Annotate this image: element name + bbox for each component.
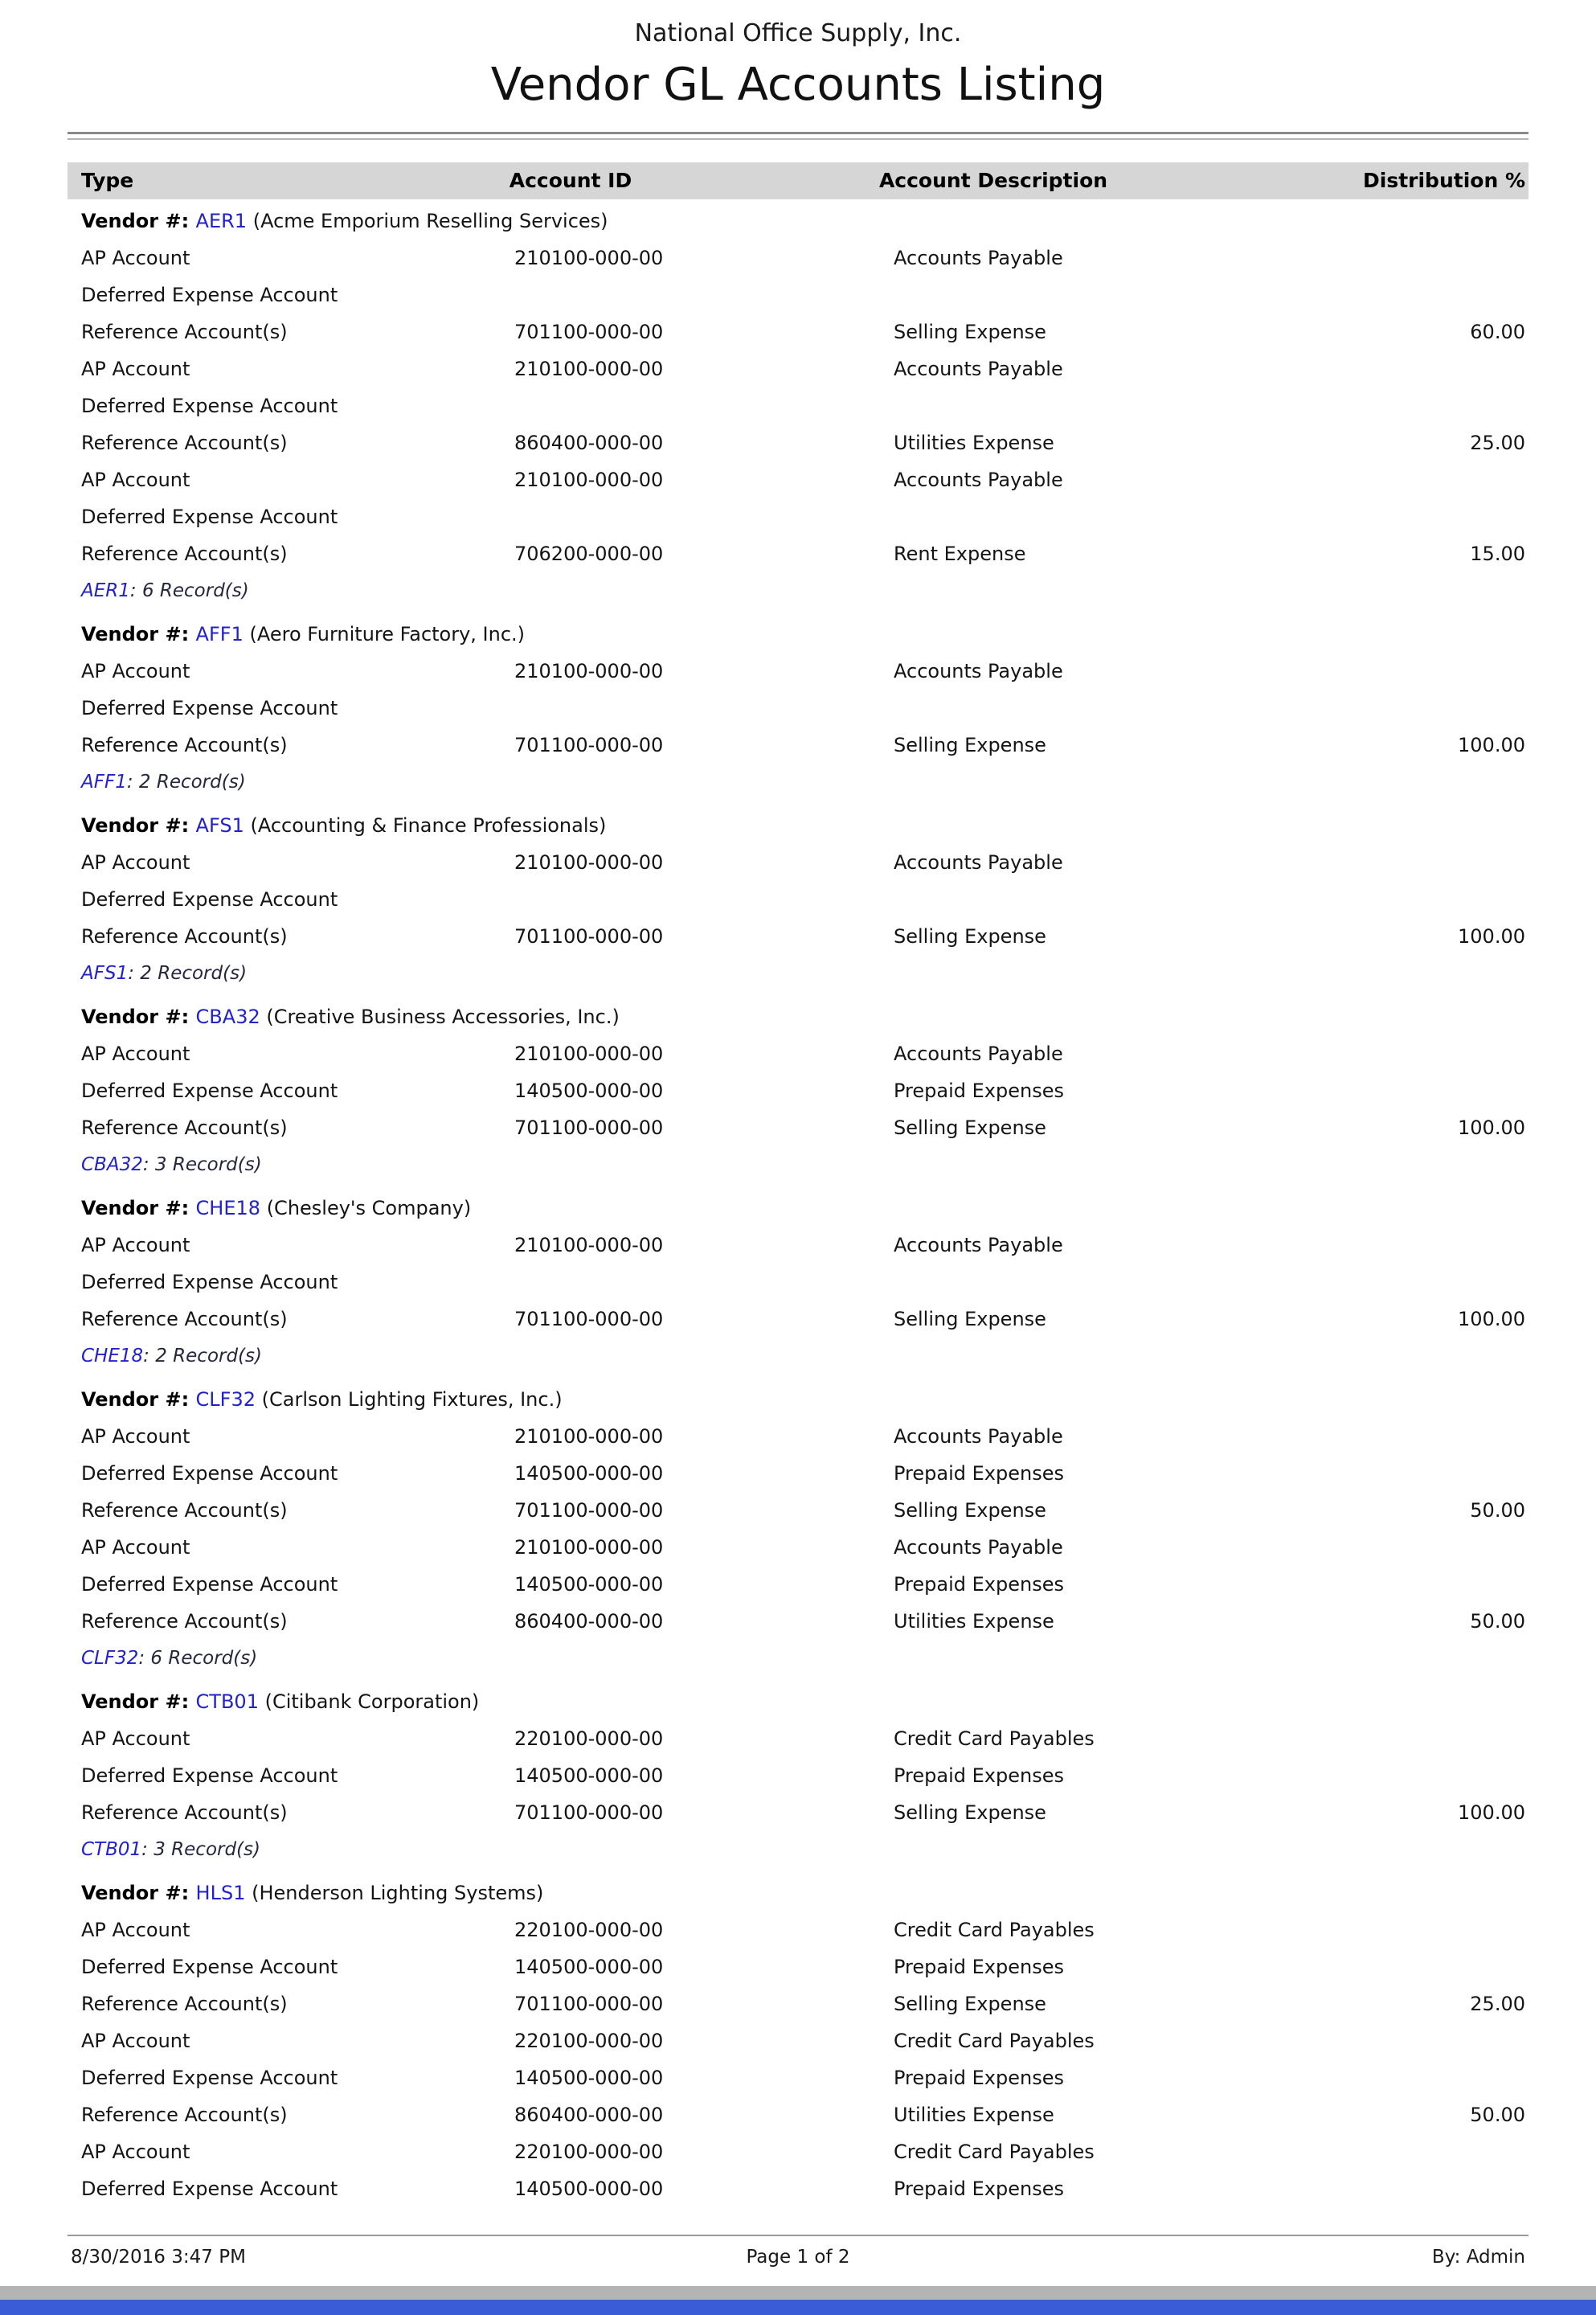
cell-account-id: 210100-000-00 bbox=[514, 1536, 664, 1559]
vendor-label: Vendor #: bbox=[81, 1006, 196, 1028]
cell-account-description: Credit Card Payables bbox=[894, 2141, 1095, 2163]
vendor-summary-row bbox=[68, 1338, 1528, 1375]
table-row bbox=[68, 424, 1528, 461]
cell-distribution-percent: 25.00 bbox=[1470, 1993, 1525, 2015]
cell-type: Deferred Expense Account bbox=[81, 1080, 338, 1102]
cell-account-id: 220100-000-00 bbox=[514, 1727, 664, 1750]
column-header-type: Type bbox=[81, 169, 134, 192]
vendor-code-link[interactable]: AFS1 bbox=[195, 814, 244, 837]
vendor-code-link[interactable]: CLF32 bbox=[195, 1388, 256, 1411]
cell-account-id: 860400-000-00 bbox=[514, 2104, 664, 2126]
cell-account-id: 210100-000-00 bbox=[514, 1425, 664, 1448]
table-row bbox=[68, 1720, 1528, 1757]
cell-type: AP Account bbox=[81, 851, 190, 874]
table-row bbox=[68, 2170, 1528, 2207]
vendor-heading-row bbox=[68, 1190, 1528, 1227]
summary-vendor-code: CLF32 bbox=[81, 1648, 139, 1669]
table-row bbox=[68, 1072, 1528, 1109]
table-row bbox=[68, 277, 1528, 313]
table-row bbox=[68, 1529, 1528, 1566]
cell-type: Deferred Expense Account bbox=[81, 395, 338, 417]
cell-account-id: 140500-000-00 bbox=[514, 2067, 664, 2089]
cell-account-id: 220100-000-00 bbox=[514, 2030, 664, 2052]
cell-type: AP Account bbox=[81, 1727, 190, 1750]
cell-type: AP Account bbox=[81, 1536, 190, 1559]
summary-record-count: : 3 Record(s) bbox=[142, 1154, 262, 1175]
cell-account-id: 140500-000-00 bbox=[514, 1573, 664, 1596]
cell-account-id: 860400-000-00 bbox=[514, 1610, 664, 1633]
cell-account-description: Utilities Expense bbox=[894, 432, 1054, 454]
table-row bbox=[68, 1794, 1528, 1831]
cell-account-description: Accounts Payable bbox=[894, 1043, 1063, 1065]
table-row bbox=[68, 240, 1528, 277]
vendor-label: Vendor #: bbox=[81, 1197, 196, 1219]
cell-account-id: 140500-000-00 bbox=[514, 1080, 664, 1102]
cell-account-id: 860400-000-00 bbox=[514, 432, 664, 454]
vendor-heading-row bbox=[68, 203, 1528, 240]
cell-account-description: Credit Card Payables bbox=[894, 1727, 1095, 1750]
cell-account-id: 210100-000-00 bbox=[514, 469, 664, 491]
cell-account-description: Prepaid Expenses bbox=[894, 1462, 1064, 1485]
cell-type: AP Account bbox=[81, 469, 190, 491]
cell-distribution-percent: 100.00 bbox=[1458, 1308, 1525, 1330]
vendor-name: (Accounting & Finance Professionals) bbox=[243, 814, 607, 837]
vendor-heading bbox=[81, 1190, 471, 1227]
cell-account-id: 210100-000-00 bbox=[514, 660, 664, 682]
cell-distribution-percent: 50.00 bbox=[1470, 1610, 1525, 1633]
summary-record-count: : 2 Record(s) bbox=[128, 963, 248, 984]
summary-record-count: : 6 Record(s) bbox=[129, 580, 249, 601]
summary-vendor-code: CBA32 bbox=[81, 1154, 143, 1175]
vendor-code-link[interactable]: HLS1 bbox=[195, 1882, 246, 1904]
cell-account-description: Prepaid Expenses bbox=[894, 1080, 1064, 1102]
cell-account-description: Accounts Payable bbox=[894, 1234, 1063, 1256]
cell-account-id: 701100-000-00 bbox=[514, 1499, 664, 1522]
vendor-heading bbox=[81, 616, 525, 653]
vendor-summary bbox=[81, 764, 246, 801]
vendor-name: (Carlson Lighting Fixtures, Inc.) bbox=[256, 1388, 563, 1411]
vendor-code-link[interactable]: AFF1 bbox=[195, 623, 243, 645]
table-row bbox=[68, 461, 1528, 498]
cell-type: Deferred Expense Account bbox=[81, 888, 338, 911]
cell-type: Reference Account(s) bbox=[81, 1308, 288, 1330]
vendor-summary-row bbox=[68, 1640, 1528, 1677]
cell-account-id: 701100-000-00 bbox=[514, 1801, 664, 1824]
vendor-heading-row bbox=[68, 807, 1528, 844]
table-row bbox=[68, 2022, 1528, 2059]
cell-type: Reference Account(s) bbox=[81, 1499, 288, 1522]
cell-type: Reference Account(s) bbox=[81, 543, 288, 565]
table-row bbox=[68, 1264, 1528, 1301]
cell-account-description: Prepaid Expenses bbox=[894, 2067, 1064, 2089]
vendor-label: Vendor #: bbox=[81, 623, 196, 645]
cell-account-id: 706200-000-00 bbox=[514, 543, 664, 565]
divider-line-thick bbox=[68, 132, 1528, 134]
column-header-account-id: Account ID bbox=[509, 169, 632, 192]
vendor-heading bbox=[81, 807, 606, 844]
cell-account-description: Selling Expense bbox=[894, 925, 1046, 948]
vendor-label: Vendor #: bbox=[81, 1690, 196, 1713]
table-row bbox=[68, 1455, 1528, 1492]
cell-type: AP Account bbox=[81, 247, 190, 269]
cell-type: Reference Account(s) bbox=[81, 734, 288, 756]
cell-type: AP Account bbox=[81, 1919, 190, 1941]
cell-type: Deferred Expense Account bbox=[81, 697, 338, 719]
table-row bbox=[68, 1109, 1528, 1146]
vendor-name: (Aero Furniture Factory, Inc.) bbox=[243, 623, 526, 645]
vendor-label: Vendor #: bbox=[81, 814, 196, 837]
cell-type: Deferred Expense Account bbox=[81, 1956, 338, 1978]
cell-account-id: 210100-000-00 bbox=[514, 851, 664, 874]
vendor-summary-row bbox=[68, 764, 1528, 801]
vendor-heading bbox=[81, 1683, 479, 1720]
table-row bbox=[68, 1035, 1528, 1072]
table-row bbox=[68, 387, 1528, 424]
cell-account-id: 140500-000-00 bbox=[514, 2178, 664, 2200]
cell-distribution-percent: 25.00 bbox=[1470, 432, 1525, 454]
cell-account-description: Prepaid Expenses bbox=[894, 2178, 1064, 2200]
cell-account-description: Utilities Expense bbox=[894, 1610, 1054, 1633]
cell-account-description: Accounts Payable bbox=[894, 1425, 1063, 1448]
cell-account-description: Utilities Expense bbox=[894, 2104, 1054, 2126]
cell-account-id: 701100-000-00 bbox=[514, 321, 664, 343]
cell-account-description: Selling Expense bbox=[894, 1801, 1046, 1824]
cell-account-id: 220100-000-00 bbox=[514, 1919, 664, 1941]
vendor-heading bbox=[81, 1875, 543, 1911]
cell-account-description: Accounts Payable bbox=[894, 358, 1063, 380]
cell-account-description: Credit Card Payables bbox=[894, 1919, 1095, 1941]
summary-record-count: : 6 Record(s) bbox=[138, 1648, 258, 1669]
footer-page-number: Page 1 of 2 bbox=[746, 2247, 850, 2268]
vendor-heading-row bbox=[68, 1381, 1528, 1418]
summary-vendor-code: CTB01 bbox=[81, 1839, 142, 1860]
vendor-heading bbox=[81, 1381, 563, 1418]
cell-type: Deferred Expense Account bbox=[81, 2067, 338, 2089]
cell-type: AP Account bbox=[81, 2030, 190, 2052]
vendor-name: (Henderson Lighting Systems) bbox=[245, 1882, 544, 1904]
cell-account-description: Prepaid Expenses bbox=[894, 1764, 1064, 1787]
table-row bbox=[68, 2059, 1528, 2096]
cell-account-id: 210100-000-00 bbox=[514, 1234, 664, 1256]
footer-divider bbox=[68, 2235, 1528, 2236]
cell-type: Deferred Expense Account bbox=[81, 2178, 338, 2200]
table-row bbox=[68, 350, 1528, 387]
cell-account-id: 701100-000-00 bbox=[514, 1308, 664, 1330]
summary-vendor-code: CHE18 bbox=[81, 1346, 144, 1366]
divider-line-thin bbox=[68, 138, 1528, 140]
vendor-summary-row bbox=[68, 1831, 1528, 1868]
cell-type: Deferred Expense Account bbox=[81, 1462, 338, 1485]
column-header-distribution: Distribution % bbox=[1363, 169, 1525, 192]
cell-account-description: Selling Expense bbox=[894, 1499, 1046, 1522]
cell-distribution-percent: 100.00 bbox=[1458, 925, 1525, 948]
cell-account-id: 140500-000-00 bbox=[514, 1764, 664, 1787]
cell-account-id: 140500-000-00 bbox=[514, 1462, 664, 1485]
cell-type: Reference Account(s) bbox=[81, 1610, 288, 1633]
vendor-name: (Citibank Corporation) bbox=[258, 1690, 480, 1713]
table-row bbox=[68, 881, 1528, 918]
table-row bbox=[68, 653, 1528, 690]
cell-account-description: Credit Card Payables bbox=[894, 2030, 1095, 2052]
cell-account-description: Accounts Payable bbox=[894, 1536, 1063, 1559]
vendor-code-link[interactable]: CBA32 bbox=[195, 1006, 260, 1028]
cell-distribution-percent: 50.00 bbox=[1470, 1499, 1525, 1522]
report-footer bbox=[68, 2235, 1528, 2270]
vendor-label: Vendor #: bbox=[81, 210, 196, 232]
vendor-heading bbox=[81, 998, 620, 1035]
footer-timestamp: 8/30/2016 3:47 PM bbox=[71, 2247, 246, 2268]
bottom-gray-strip bbox=[0, 2286, 1596, 2300]
summary-vendor-code: AFF1 bbox=[81, 772, 127, 793]
cell-account-id: 210100-000-00 bbox=[514, 358, 664, 380]
table-row bbox=[68, 2096, 1528, 2133]
cell-type: Deferred Expense Account bbox=[81, 1573, 338, 1596]
column-header-row bbox=[68, 162, 1528, 199]
cell-account-description: Selling Expense bbox=[894, 1117, 1046, 1139]
table-row bbox=[68, 1985, 1528, 2022]
cell-account-id: 701100-000-00 bbox=[514, 734, 664, 756]
table-row bbox=[68, 313, 1528, 350]
summary-record-count: : 2 Record(s) bbox=[126, 772, 246, 793]
cell-type: Reference Account(s) bbox=[81, 2104, 288, 2126]
vendor-code-link[interactable]: AER1 bbox=[195, 210, 248, 232]
cell-type: AP Account bbox=[81, 660, 190, 682]
vendor-label: Vendor #: bbox=[81, 1388, 196, 1411]
table-row bbox=[68, 498, 1528, 535]
table-row bbox=[68, 1418, 1528, 1455]
table-row bbox=[68, 535, 1528, 572]
summary-record-count: : 3 Record(s) bbox=[141, 1839, 260, 1860]
cell-account-id: 220100-000-00 bbox=[514, 2141, 664, 2163]
footer-author: By: Admin bbox=[1431, 2247, 1525, 2268]
cell-type: Reference Account(s) bbox=[81, 321, 288, 343]
cell-account-description: Selling Expense bbox=[894, 1308, 1046, 1330]
cell-account-description: Rent Expense bbox=[894, 543, 1026, 565]
cell-account-description: Selling Expense bbox=[894, 734, 1046, 756]
cell-account-description: Prepaid Expenses bbox=[894, 1956, 1064, 1978]
table-row bbox=[68, 1301, 1528, 1338]
report-body bbox=[68, 203, 1528, 2207]
summary-record-count: : 2 Record(s) bbox=[143, 1346, 262, 1366]
vendor-summary bbox=[81, 1640, 257, 1677]
company-name: National Office Supply, Inc. bbox=[634, 19, 962, 47]
cell-account-description: Accounts Payable bbox=[894, 851, 1063, 874]
cell-type: AP Account bbox=[81, 358, 190, 380]
cell-account-id: 210100-000-00 bbox=[514, 1043, 664, 1065]
vendor-heading bbox=[81, 203, 608, 240]
vendor-label: Vendor #: bbox=[81, 1882, 196, 1904]
cell-distribution-percent: 100.00 bbox=[1458, 1801, 1525, 1824]
cell-account-description: Selling Expense bbox=[894, 321, 1046, 343]
table-row bbox=[68, 1227, 1528, 1264]
vendor-name: (Acme Emporium Reselling Services) bbox=[247, 210, 608, 232]
summary-vendor-code: AER1 bbox=[81, 580, 130, 601]
vendor-heading-row bbox=[68, 1875, 1528, 1911]
vendor-name: (Creative Business Accessories, Inc.) bbox=[260, 1006, 620, 1028]
cell-type: Reference Account(s) bbox=[81, 432, 288, 454]
cell-account-description: Prepaid Expenses bbox=[894, 1573, 1064, 1596]
vendor-name: (Chesley's Company) bbox=[260, 1197, 472, 1219]
vendor-summary-row bbox=[68, 955, 1528, 992]
table-row bbox=[68, 1566, 1528, 1603]
cell-type: Deferred Expense Account bbox=[81, 1764, 338, 1787]
cell-account-description: Accounts Payable bbox=[894, 469, 1063, 491]
table-row bbox=[68, 1911, 1528, 1948]
cell-account-id: 140500-000-00 bbox=[514, 1956, 664, 1978]
cell-distribution-percent: 60.00 bbox=[1470, 321, 1525, 343]
vendor-summary bbox=[81, 1146, 262, 1183]
cell-type: Deferred Expense Account bbox=[81, 506, 338, 528]
vendor-summary bbox=[81, 1831, 260, 1868]
cell-type: Deferred Expense Account bbox=[81, 284, 338, 306]
vendor-heading-row bbox=[68, 998, 1528, 1035]
vendor-summary bbox=[81, 572, 249, 609]
cell-distribution-percent: 100.00 bbox=[1458, 734, 1525, 756]
cell-type: Reference Account(s) bbox=[81, 1801, 288, 1824]
cell-account-description: Accounts Payable bbox=[894, 660, 1063, 682]
cell-account-id: 701100-000-00 bbox=[514, 1117, 664, 1139]
table-row bbox=[68, 2133, 1528, 2170]
cell-distribution-percent: 100.00 bbox=[1458, 1117, 1525, 1139]
cell-account-id: 210100-000-00 bbox=[514, 247, 664, 269]
vendor-summary bbox=[81, 1338, 262, 1375]
cell-account-description: Accounts Payable bbox=[894, 247, 1063, 269]
footer-row bbox=[68, 2246, 1528, 2270]
cell-type: AP Account bbox=[81, 1425, 190, 1448]
vendor-summary bbox=[81, 955, 247, 992]
summary-vendor-code: AFS1 bbox=[81, 963, 129, 984]
cell-type: Reference Account(s) bbox=[81, 1117, 288, 1139]
vendor-summary-row bbox=[68, 1146, 1528, 1183]
table-row bbox=[68, 1948, 1528, 1985]
cell-account-id: 701100-000-00 bbox=[514, 1993, 664, 2015]
table-row bbox=[68, 1603, 1528, 1640]
table-row bbox=[68, 1492, 1528, 1529]
cell-account-description: Selling Expense bbox=[894, 1993, 1046, 2015]
table-row bbox=[68, 918, 1528, 955]
vendor-summary-row bbox=[68, 572, 1528, 609]
table-row bbox=[68, 727, 1528, 764]
cell-distribution-percent: 50.00 bbox=[1470, 2104, 1525, 2126]
vendor-heading-row bbox=[68, 616, 1528, 653]
table-row bbox=[68, 1757, 1528, 1794]
cell-type: AP Account bbox=[81, 1043, 190, 1065]
cell-type: Reference Account(s) bbox=[81, 925, 288, 948]
vendor-heading-row bbox=[68, 1683, 1528, 1720]
report-title: Vendor GL Accounts Listing bbox=[490, 59, 1106, 111]
cell-type: Reference Account(s) bbox=[81, 1993, 288, 2015]
cell-distribution-percent: 15.00 bbox=[1470, 543, 1525, 565]
vendor-code-link[interactable]: CTB01 bbox=[195, 1690, 259, 1713]
table-row bbox=[68, 690, 1528, 727]
vendor-code-link[interactable]: CHE18 bbox=[195, 1197, 261, 1219]
cell-type: Deferred Expense Account bbox=[81, 1271, 338, 1293]
column-header-account-description: Account Description bbox=[878, 169, 1108, 192]
cell-account-id: 701100-000-00 bbox=[514, 925, 664, 948]
cell-type: AP Account bbox=[81, 1234, 190, 1256]
table-row bbox=[68, 844, 1528, 881]
title-divider bbox=[68, 132, 1528, 140]
cell-type: AP Account bbox=[81, 2141, 190, 2163]
bottom-blue-bar bbox=[0, 2300, 1596, 2315]
